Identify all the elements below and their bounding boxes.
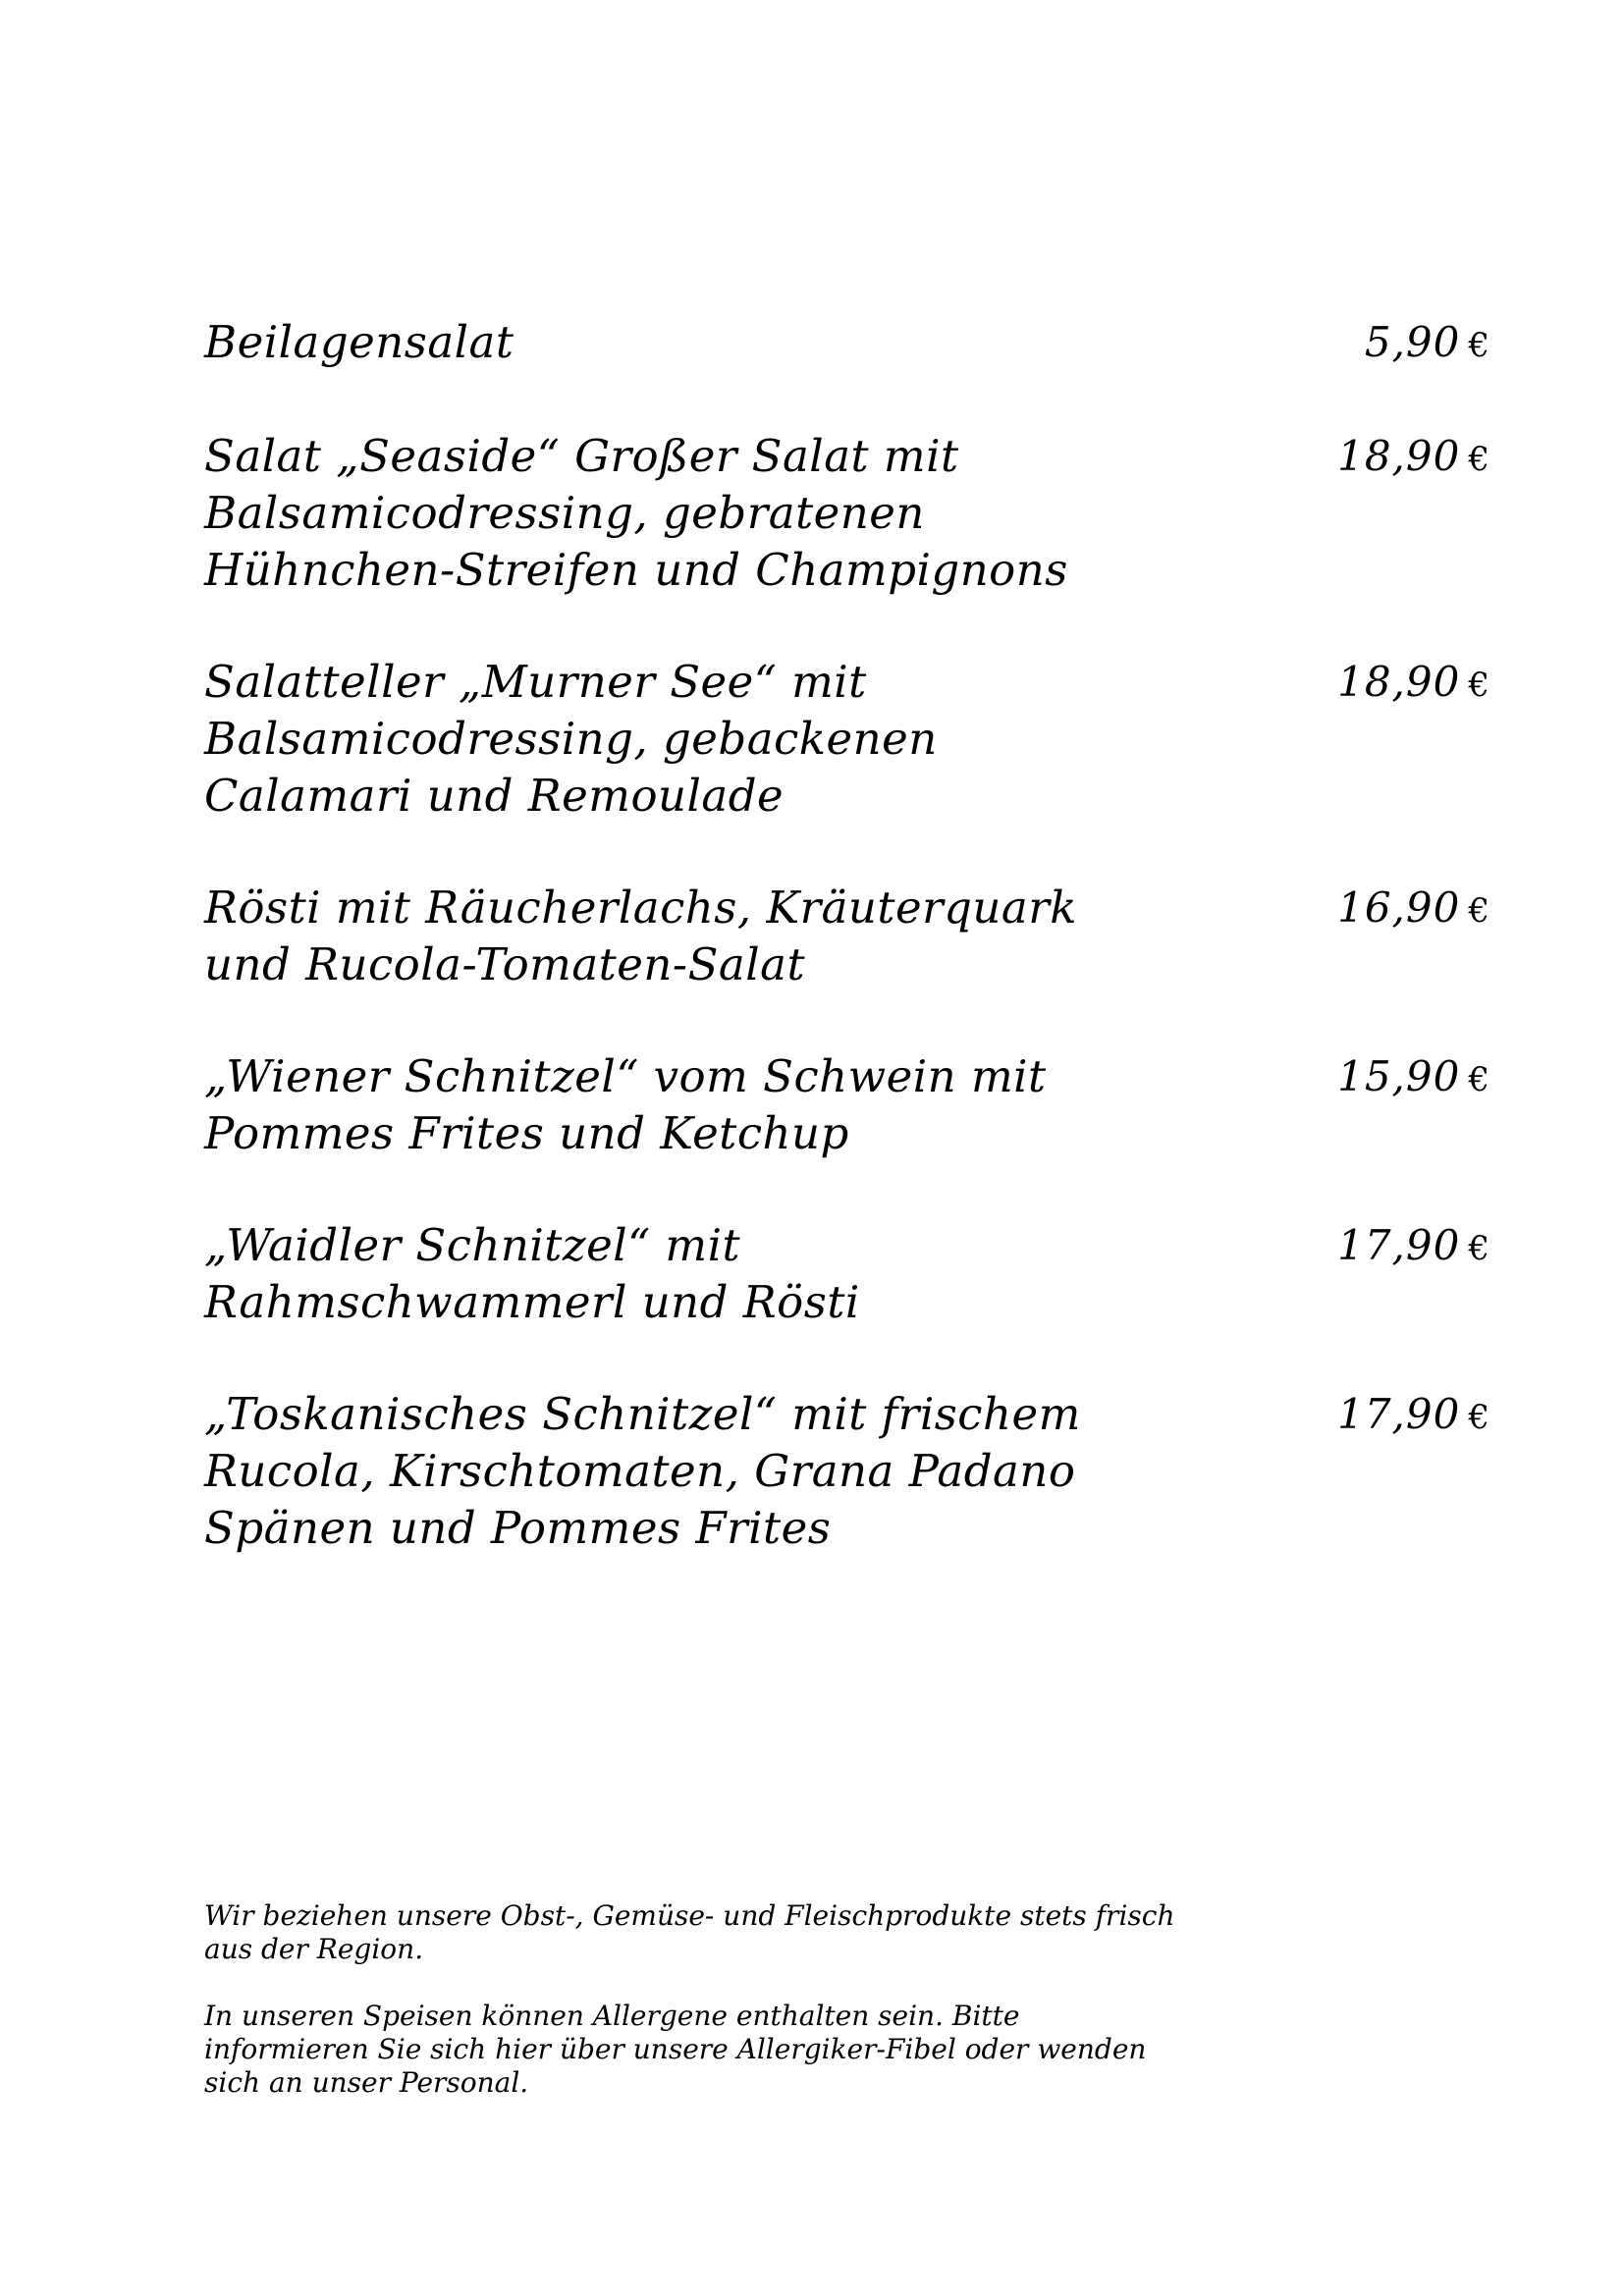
menu-item-price — [1337, 880, 1490, 939]
price-value: 16,90 — [1337, 883, 1461, 932]
price-value: 17,90 — [1337, 1390, 1461, 1438]
menu-item-name: „Toskanisches Schnitzel“ mit frischem Rucola, Kirschtomaten, Grana Padano Spänen und Pommes Frites — [204, 1388, 1081, 1554]
menu-item-name: Salatteller „Murner See“ mit Balsamicodressing, gebackenen Calamari und Remoulade — [204, 656, 938, 822]
currency-symbol: € — [1468, 1398, 1490, 1437]
menu-item-price — [1337, 1217, 1490, 1277]
currency-symbol: € — [1468, 1060, 1490, 1099]
currency-symbol: € — [1468, 891, 1490, 931]
menu-item-name: Salat „Seaside“ Großer Salat mit Balsamicodressing, gebratenen Hühnchen-Streifen und Champignons — [204, 430, 1068, 596]
price-value: 18,90 — [1337, 432, 1461, 480]
currency-symbol: € — [1468, 326, 1490, 365]
menu-list — [204, 314, 1490, 1557]
menu-item — [204, 1217, 1490, 1331]
menu-item — [204, 654, 1490, 825]
price-value: 17,90 — [1337, 1221, 1461, 1269]
menu-item-price — [1337, 1048, 1490, 1108]
price-value: 15,90 — [1337, 1052, 1461, 1100]
menu-item — [204, 1048, 1490, 1162]
menu-item — [204, 314, 1490, 374]
menu-item — [204, 1386, 1490, 1557]
menu-item-price — [1337, 654, 1490, 714]
menu-item-name: „Waidler Schnitzel“ mit Rahmschwammerl und Rösti — [204, 1219, 860, 1328]
menu-item-price — [1337, 1386, 1490, 1446]
allergen-note: In unseren Speisen können Allergene enthalten sein. Bitte informieren Sie sich hier über unsere Allergiker-Fibel oder wenden sich an unser Personal. — [204, 2000, 1147, 2099]
currency-symbol: € — [1468, 440, 1490, 479]
footer-notes — [204, 1899, 1186, 2100]
menu-item — [204, 428, 1490, 599]
currency-symbol: € — [1468, 666, 1490, 705]
price-value: 18,90 — [1337, 658, 1461, 706]
regional-note: Wir beziehen unsere Obst-, Gemüse- und Fleischprodukte stets frisch aus der Region. — [204, 1899, 1175, 1965]
menu-item-name: Beilagensalat — [204, 316, 514, 368]
price-value: 5,90 — [1364, 318, 1461, 366]
currency-symbol: € — [1468, 1229, 1490, 1268]
menu-item — [204, 880, 1490, 993]
menu-item-name: Rösti mit Räucherlachs, Kräuterquark und Rucola-Tomaten-Salat — [204, 881, 1078, 990]
menu-item-price — [1337, 428, 1490, 488]
menu-item-price — [1365, 314, 1490, 374]
menu-item-name: „Wiener Schnitzel“ vom Schwein mit Pommes Frites und Ketchup — [204, 1050, 1047, 1159]
